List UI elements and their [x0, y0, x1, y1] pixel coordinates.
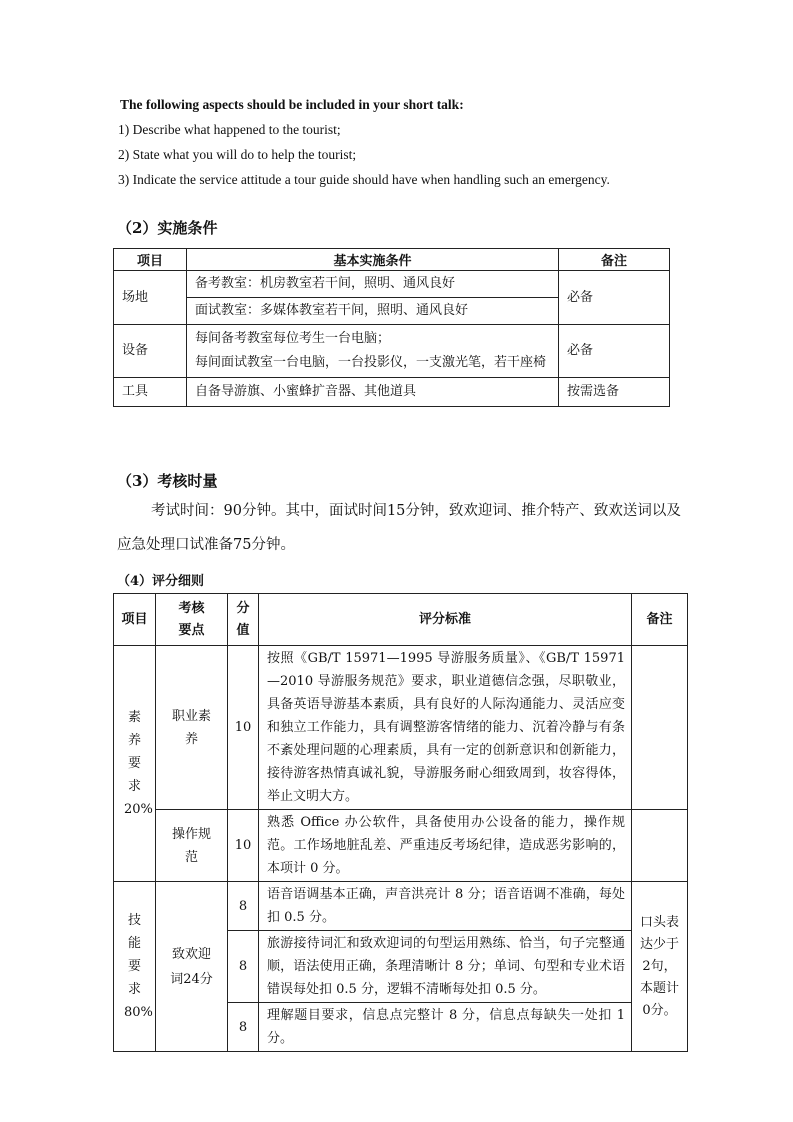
- header-item: 项目: [114, 594, 156, 646]
- section-title-conditions: （2）实施条件: [117, 219, 218, 237]
- criteria-cell: 按照《GB/T 15971—1995 导游服务质量》、《GB/T 15971—2010 导游服务规范》要求，职业道德信念强，尽职敬业，具备英语导游基本素质，具有良好的人际沟通能力、灵活应变和独立工作能力，具有调整游客情绪的能力、沉着冷静与有条不紊处理问题的心理素质，具有一定的创新意识和创新能力，接待游客热情真诚礼貌，导游服务耐心细致周到，妆容得体，举止文明大方。: [259, 646, 632, 810]
- table-header-row: [114, 249, 670, 271]
- header-note: 备注: [632, 594, 688, 646]
- condition-cell: [187, 325, 559, 378]
- point-cell: 职业素养: [156, 646, 228, 810]
- conditions-table: [113, 248, 670, 407]
- note-cell: 必备: [559, 325, 670, 378]
- condition-cell: 面试教室：多媒体教室若干间，照明、通风良好: [187, 298, 559, 325]
- point-cell: 致欢迎词24分: [156, 882, 228, 1052]
- section-title-duration: （3）考核时量: [117, 472, 218, 490]
- condition-line: 每间备考教室每位考生一台电脑；: [195, 331, 391, 346]
- note-cell: 口头表达少于2句，本题计0分。: [632, 882, 688, 1052]
- table-row: [114, 325, 670, 378]
- condition-cell: 备考教室：机房教室若干间，照明、通风良好: [187, 271, 559, 298]
- note-cell: [632, 646, 688, 810]
- header-item: 项目: [114, 249, 187, 271]
- intro-item-3: 3) Indicate the service attitude a tour guide should have when handling such an emergency.: [118, 172, 610, 187]
- group-quality-label: 素养要求20%: [114, 646, 156, 882]
- intro-item-1: 1) Describe what happened to the tourist;: [118, 122, 341, 137]
- section-title-scoring: （4）评分细则: [117, 574, 205, 589]
- item-venue: 场地: [114, 271, 187, 325]
- note-cell: [632, 810, 688, 882]
- duration-paragraph: 考试时间：90分钟。其中，面试时间15分钟，致欢迎词、推介特产、致欢送词以及应急处理口试准备75分钟。: [117, 503, 681, 553]
- score-cell: 10: [228, 646, 259, 810]
- item-equipment: 设备: [114, 325, 187, 378]
- table-row: [114, 646, 688, 810]
- header-criteria: 评分标准: [259, 594, 632, 646]
- criteria-cell: 熟悉 Office 办公软件，具备使用办公设备的能力，操作规范。工作场地脏乱差、严重违反考场纪律，造成恶劣影响的，本项计 0 分。: [259, 810, 632, 882]
- note-cell: 按需选备: [559, 378, 670, 407]
- intro-item-2: 2) State what you will do to help the tourist;: [118, 147, 357, 162]
- table-row: [114, 882, 688, 931]
- criteria-cell: 旅游接待词汇和致欢迎词的句型运用熟练、恰当，句子完整通顺，语法使用正确，条理清晰计 8 分；单词、句型和专业术语错误每处扣 0.5 分，逻辑不清晰每处扣 0.5 分。: [259, 931, 632, 1003]
- note-cell: 必备: [559, 271, 670, 325]
- header-conditions: 基本实施条件: [187, 249, 559, 271]
- score-cell: 8: [228, 882, 259, 931]
- group-skill-label: 技能要求80%: [114, 882, 156, 1052]
- scoring-table: [113, 593, 688, 1052]
- criteria-cell: 理解题目要求，信息点完整计 8 分，信息点每缺失一处扣 1 分。: [259, 1003, 632, 1052]
- condition-cell: 自备导游旗、小蜜蜂扩音器、其他道具: [187, 378, 559, 407]
- table-row: [114, 810, 688, 882]
- score-cell: 10: [228, 810, 259, 882]
- condition-line: 每间面试教室一台电脑，一台投影仪，一支激光笔，若干座椅: [195, 355, 547, 370]
- header-note: 备注: [559, 249, 670, 271]
- header-point: 考核要点: [156, 594, 228, 646]
- score-cell: 8: [228, 1003, 259, 1052]
- intro-heading: The following aspects should be included in your short talk:: [120, 97, 464, 112]
- point-cell: 操作规范: [156, 810, 228, 882]
- table-row: [114, 271, 670, 298]
- header-score: 分值: [228, 594, 259, 646]
- table-row: [114, 378, 670, 407]
- item-tools: 工具: [114, 378, 187, 407]
- score-cell: 8: [228, 931, 259, 1003]
- table-header-row: [114, 594, 688, 646]
- criteria-cell: 语音语调基本正确，声音洪亮计 8 分；语音语调不准确，每处扣 0.5 分。: [259, 882, 632, 931]
